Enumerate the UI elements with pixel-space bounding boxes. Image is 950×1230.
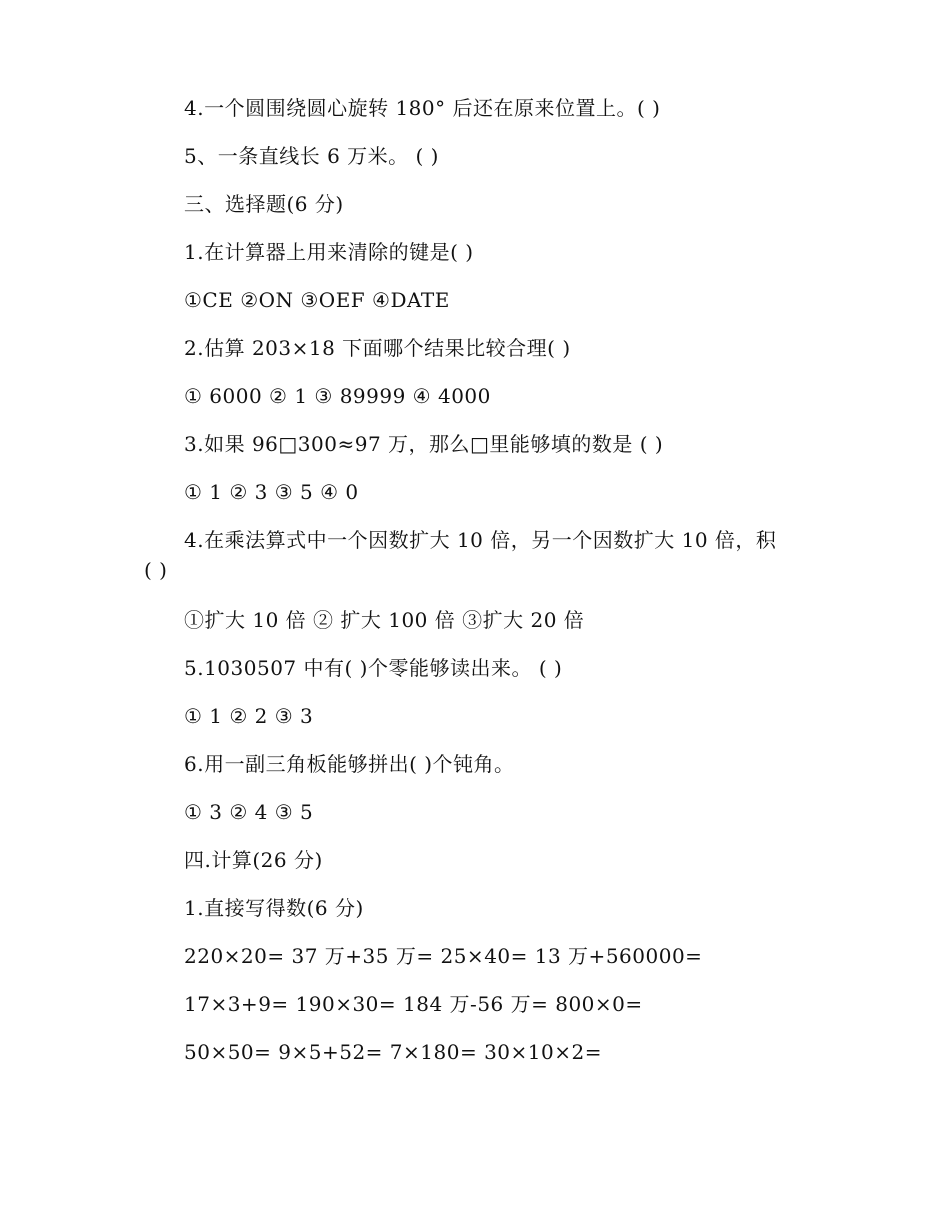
calc-row-2: 17×3+9= 190×30= 184 万-56 万= 800×0= [184, 992, 643, 1016]
choice-options-3: ① 1 ② 3 ③ 5 ④ 0 [184, 480, 359, 504]
choice-question-6: 6.用一副三角板能够拼出( )个钝角。 [184, 752, 515, 776]
choice-options-6: ① 3 ② 4 ③ 5 [184, 800, 314, 824]
choice-options-5: ① 1 ② 2 ③ 3 [184, 704, 314, 728]
judge-item-5: 5、一条直线长 6 万米。 ( ) [184, 144, 439, 168]
judge-item-4: 4.一个圆围绕圆心旋转 180° 后还在原来位置上。( ) [184, 96, 661, 120]
choice-options-4: ①扩大 10 倍 ② 扩大 100 倍 ③扩大 20 倍 [184, 608, 585, 632]
calc-row-3: 50×50= 9×5+52= 7×180= 30×10×2= [184, 1040, 602, 1064]
choice-options-2: ① 6000 ② 1 ③ 89999 ④ 4000 [184, 384, 491, 408]
section-heading-calc: 四.计算(26 分) [184, 848, 323, 872]
calc-subheading-1: 1.直接写得数(6 分) [184, 896, 364, 920]
choice-question-1: 1.在计算器上用来清除的键是( ) [184, 240, 474, 264]
choice-question-2: 2.估算 203×18 下面哪个结果比较合理( ) [184, 336, 571, 360]
choice-options-1: ①CE ②ON ③OEF ④DATE [184, 288, 450, 312]
calc-row-1: 220×20= 37 万+35 万= 25×40= 13 万+560000= [184, 944, 703, 968]
choice-question-3: 3.如果 96□300≈97 万，那么□里能够填的数是 ( ) [184, 432, 664, 456]
section-heading-choice: 三、选择题(6 分) [184, 192, 344, 216]
choice-question-5: 5.1030507 中有( )个零能够读出来。 ( ) [184, 656, 563, 680]
choice-question-4: 4.在乘法算式中一个因数扩大 10 倍，另一个因数扩大 10 倍，积 [184, 528, 777, 552]
choice-question-4-cont: ( ) [144, 558, 168, 582]
